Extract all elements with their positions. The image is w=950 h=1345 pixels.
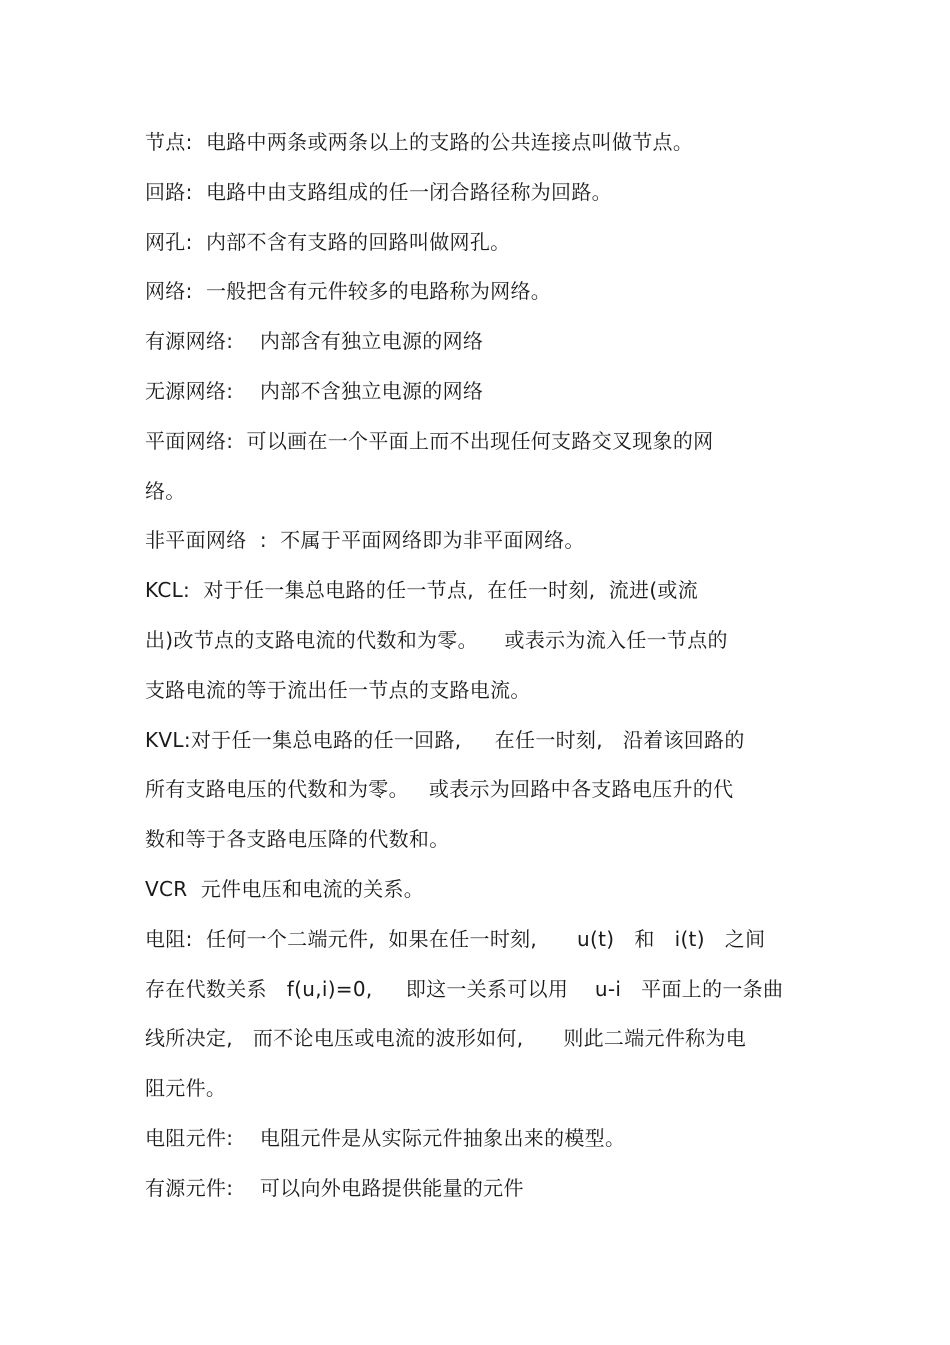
definition-vcr: VCR 元件电压和电流的关系。	[145, 876, 425, 901]
definition-kvl-cont-2: 数和等于各支路电压降的代数和。	[145, 827, 450, 852]
document-body	[145, 122, 815, 1218]
definition-active-element: 有源元件: 可以向外电路提供能量的元件	[145, 1175, 524, 1200]
definition-resistor: 电阻: 任何一个二端元件, 如果在任一时刻, u(t) 和 i(t) 之间	[145, 926, 766, 951]
definition-kvl: KVL:对于任一集总电路的任一回路, 在任一时刻, 沿着该回路的	[145, 727, 745, 752]
definition-loop: 回路: 电路中由支路组成的任一闭合路径称为回路。	[145, 179, 612, 204]
definition-nonplanar-network: 非平面网络 : 不属于平面网络即为非平面网络。	[145, 528, 585, 553]
definition-planar-network: 平面网络: 可以画在一个平面上而不出现任何支路交叉现象的网	[145, 428, 714, 453]
definition-active-network: 有源网络: 内部含有独立电源的网络	[145, 329, 484, 354]
definition-resistor-cont-2: 线所决定, 而不论电压或电流的波形如何, 则此二端元件称为电	[145, 1026, 747, 1051]
definition-kcl-cont-1: 出)改节点的支路电流的代数和为零。 或表示为流入任一节点的	[145, 627, 728, 652]
definition-planar-network-cont: 络。	[145, 478, 186, 503]
definition-node: 节点: 电路中两条或两条以上的支路的公共连接点叫做节点。	[145, 130, 694, 154]
definition-mesh: 网孔: 内部不含有支路的回路叫做网孔。	[145, 229, 511, 254]
definition-kcl-cont-2: 支路电流的等于流出任一节点的支路电流。	[145, 677, 531, 702]
definition-resistor-element: 电阻元件: 电阻元件是从实际元件抽象出来的模型。	[145, 1125, 626, 1150]
definition-passive-network: 无源网络: 内部不含独立电源的网络	[145, 378, 484, 403]
definition-kvl-cont-1: 所有支路电压的代数和为零。 或表示为回路中各支路电压升的代	[145, 777, 734, 802]
definition-resistor-cont-1: 存在代数关系 f(u,i)=0, 即这一关系可以用 u-i 平面上的一条曲	[145, 976, 784, 1001]
definition-resistor-cont-3: 阻元件。	[145, 1076, 227, 1101]
definition-kcl: KCL: 对于任一集总电路的任一节点, 在任一时刻, 流进(或流	[145, 578, 699, 603]
definition-network: 网络: 一般把含有元件较多的电路称为网络。	[145, 279, 552, 304]
